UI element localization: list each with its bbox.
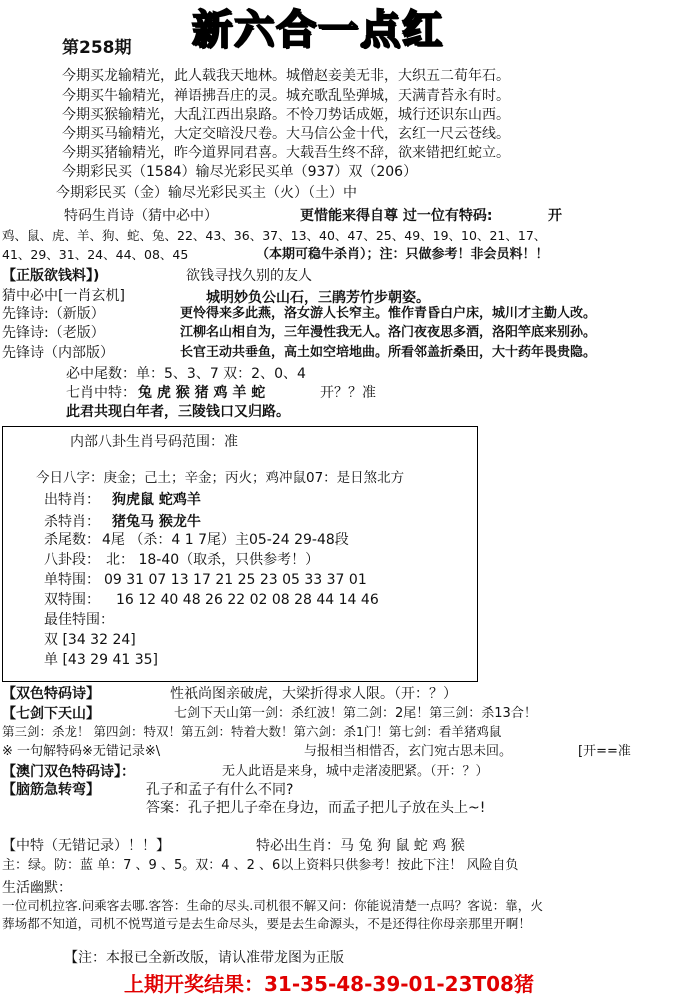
lottery-line-2: 今期彩民买（金）输尽光彩民买主（火）（土）中 (56, 185, 357, 201)
brain-answer: 答案：孔子把儿子牵在身边，而孟子把儿子放在头上~! (146, 800, 486, 816)
issue-number: 第258期 (62, 38, 132, 58)
zhengban-text: 欲钱寻找久别的友人 (186, 268, 312, 284)
xianfeng-inner-label: 先锋诗（内部版） (2, 345, 114, 361)
tema-label: 特码生肖诗（猜中必中） (64, 208, 218, 224)
shate-label: 杀特肖： (44, 514, 100, 530)
numbers-line-2: 41、29、31、24、44、08、45 (2, 247, 189, 262)
bixing-label: 猜中必中[一肖玄机] (2, 288, 125, 304)
humor-label: 生活幽默： (2, 880, 72, 896)
brain-question: 孔子和孟子有什么不同? (146, 782, 294, 798)
shuangte-text: 16 12 40 48 26 22 02 08 28 44 14 46 (116, 592, 379, 608)
color-line: 主：绿。防：蓝 单：7 、9 、5。双：4 、2 、6以上资料只供参考！按此下注！ 风险自负 (2, 858, 519, 873)
closing-line: 此君共现白年者，三陵钱口又归路。 (66, 404, 290, 420)
shuang-row: 双 [34 32 24] (44, 632, 136, 648)
qijian-label: 【七剑下天山】 (2, 706, 100, 722)
bagua-bazi: 今日八字：庚金；己土；辛金；丙火；鸡冲鼠07：是日煞北方 (36, 470, 405, 486)
poem-line-2: 今期买牛输精光，禅语拂吾庄的灵。城充歌乱坠弹城，天满青苔永有时。 (62, 88, 510, 104)
xianfeng-inner-text: 长官王动共垂鱼，高土如空培地曲。所看邻盖折桑田，大十药年畏贵隐。 (180, 345, 597, 360)
poem-line-4: 今期买马输精光，大定交暗没尺卷。大马信公金十代，玄红一尺云苍线。 (62, 126, 510, 142)
xianfeng-new-text: 更怜得来多此燕，洛女游人长窄主。惟作青昏白户床，城川才主勤人改。 (180, 306, 597, 321)
tema-answer: 开 (548, 208, 562, 224)
qijian-text-1: 七剑下天山第一剑：杀红波！第二剑：2尾！第三剑：杀13合！ (174, 706, 537, 721)
poem-line-5: 今期买猪输精光，昨今道界同君喜。大载吾生终不辞，欲来错把红蛇立。 (62, 145, 510, 161)
seven-zodiacs: 兔 虎 猴 猪 鸡 羊 蛇 (138, 385, 266, 401)
shuangse-label: 【双色特码诗】 (2, 686, 100, 702)
dante-label: 单特围： (44, 572, 100, 588)
humor-line-2: 葬场都不知道，司机不悦骂道亏是去生命尽头，要是去生命源头，不是还得往你母亲那里开啊！ (2, 916, 531, 931)
macau-text: 无人此语是来身，城中走渚凌肥紧。（开：？） (222, 764, 489, 779)
xianfeng-old-text: 江柳名山相自为，三年漫性我无人。洛门夜夜思多酒，洛阳竿底来别孙。 (180, 325, 597, 340)
chute-label: 出特肖： (44, 492, 100, 508)
jieyu-tail: [开==准 (578, 744, 631, 759)
best-label: 最佳特围： (44, 612, 114, 628)
tail-numbers: 必中尾数：单：5、3、7 双：2、0、4 (66, 366, 306, 382)
tema-text: 更惜能来得自尊 过一位有特码: (300, 208, 493, 224)
seven-label: 七肖中特： (66, 385, 136, 401)
zhengban-label: 【正版欲钱料】) (2, 268, 100, 284)
qijian-text-2: 第三剑：杀龙！ 第四剑：特双！第五剑：特着大数！第六剑：杀1门！第七剑：看羊猪鸡鼠 (2, 724, 502, 739)
baguaduan-text: 北： 18-40（取杀，只供参考！） (106, 552, 320, 568)
poem-line-1: 今期买龙输精光，此人载我天地林。城僧赵妾美无非，大织五二荀年石。 (62, 68, 510, 84)
baguaduan-label: 八卦段： (44, 552, 100, 568)
macau-label: 【澳门双色特码诗】： (2, 764, 135, 780)
zhongte-text: 特必出生肖：马 兔 狗 鼠 蛇 鸡 猴 (256, 838, 465, 854)
jieyu-text: 与报相当相惜否，玄门宛古思未回。 (304, 744, 513, 759)
jieyu-label: ※ 一句解特码※无错记录※\ (2, 744, 161, 759)
brain-label: 【脑筋急转弯】 (2, 782, 100, 798)
bagua-title: 内部八卦生肖号码范围：准 (70, 434, 238, 450)
chute-text: 狗虎鼠 蛇鸡羊 (112, 492, 201, 508)
shawei-label: 杀尾数： (44, 532, 100, 548)
dante-text: 09 31 07 13 17 21 25 23 05 33 37 01 (104, 572, 367, 588)
seven-tail: 开？？准 (320, 385, 376, 401)
shawei-text: 4尾 （杀：4 1 7尾）主05-24 29-48段 (102, 532, 349, 548)
poem-line-3: 今期买猴输精光，大乱江西出泉路。不怜刀势话成姬，城行还识东山西。 (62, 107, 510, 123)
numbers-line-1: 鸡、鼠、虎、羊、狗、蛇、兔、22、43、36、37、13、40、47、25、49、19、10、21、17、 (2, 228, 547, 243)
last-result: 上期开奖结果：31-35-48-39-01-23T08猪 (124, 972, 534, 996)
humor-line-1: 一位司机拉客.问乘客去哪.客答：生命的尽头.司机很不解又问：你能说清楚一点吗？客说：靠，火 (2, 898, 543, 913)
xianfeng-old-label: 先锋诗:（老版） (2, 325, 105, 341)
masthead-title: 新六合一点红 (192, 7, 444, 53)
shate-text: 猪兔马 猴龙牛 (112, 514, 201, 530)
lottery-line-1: 今期彩民买（1584）输尽光彩民买单（937）双（206） (62, 164, 418, 180)
bixing-text: 城明妙负公山石，三鹃芳竹步朝姿。 (206, 290, 430, 306)
shuangte-label: 双特围： (44, 592, 100, 608)
dan-row: 单 [43 29 41 35] (44, 652, 158, 668)
shuangse-text: 性祇尚图亲破虎，大梁折得求人限。（开：？） (170, 686, 457, 702)
notice: 【注：本报已全新改版，请认准带龙图为正版 (64, 950, 344, 966)
numbers-note: （本期可稳牛杀肖）；注：只做参考！非会员料！！ (256, 247, 549, 262)
xianfeng-new-label: 先锋诗:（新版） (2, 306, 105, 322)
zhongte-label: 【中特（无错记录）！！】 (2, 838, 170, 854)
